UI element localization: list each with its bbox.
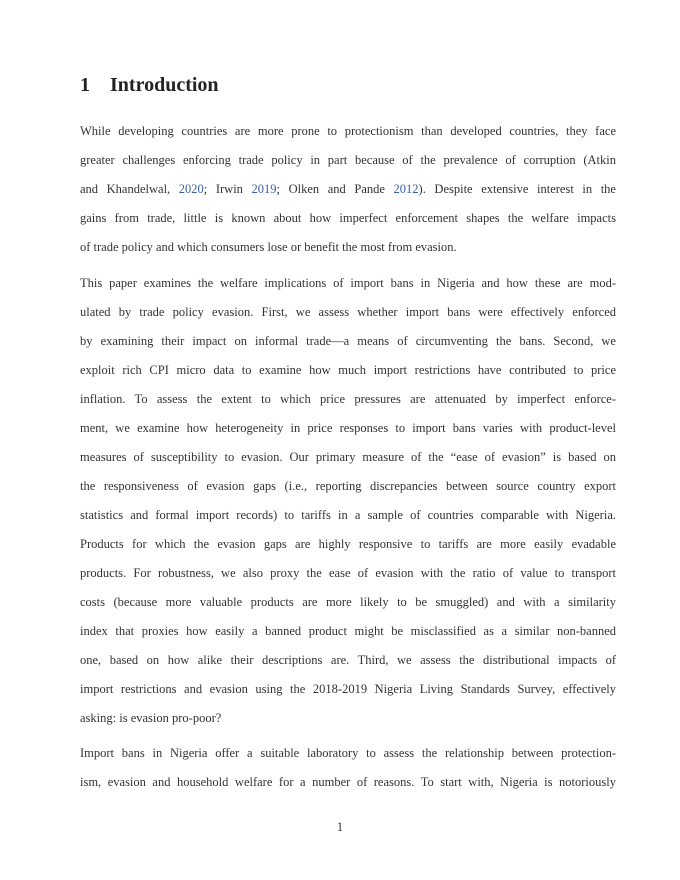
citation-link[interactable]: 2020 [178,182,204,196]
text-line: Products for which the evasion gaps are highly responsive to tariffs are more easily evadable [80,537,616,551]
text-line: This paper examines the welfare implications of import bans in Nigeria and how these are mod- [80,276,616,290]
text-line: index that proxies how easily a banned product might be misclassified as a similar non-banned [80,624,616,638]
text-line: and Khandelwal, 2020; Irwin 2019; Olken and Pande 2012). Despite extensive interest in the [80,182,616,196]
text-line: ulated by trade policy evasion. First, we assess whether import bans were effectively enforced [80,305,616,319]
text-line: costs (because more valuable products are more likely to be smuggled) and with a similarity [80,595,616,609]
text-line: greater challenges enforcing trade policy in part because of the prevalence of corruption (Atkin [80,153,616,167]
section-title: Introduction [110,74,219,96]
text-line: gains from trade, little is known about how imperfect enforcement shapes the welfare impacts [80,211,616,225]
citation-link[interactable]: 2019 [251,182,277,196]
text-line: by examining their impact on informal trade—a means of circumventing the bans. Second, we [80,334,616,348]
section-number: 1 [80,74,90,96]
text-line: statistics and formal import records) to tariffs in a sample of countries comparable with Nigeria. [80,508,616,522]
text-line: ment, we examine how heterogeneity in price responses to import bans varies with product-level [80,421,616,435]
section-heading [80,74,219,97]
text-line: exploit rich CPI micro data to examine how much import restrictions have contributed to price [80,363,616,377]
text-line: Import bans in Nigeria offer a suitable laboratory to assess the relationship between protection- [80,746,616,760]
text-line: asking: is evasion pro-poor? [80,711,222,725]
text-line: While developing countries are more prone to protectionism than developed countries, they face [80,124,616,138]
text-line: ism, evasion and household welfare for a number of reasons. To start with, Nigeria is notoriously [80,775,616,789]
text-line: one, based on how alike their descriptions are. Third, we assess the distributional impacts of [80,653,616,667]
citation-link[interactable]: 2012 [393,182,419,196]
text-line: import restrictions and evasion using the 2018-2019 Nigeria Living Standards Survey, effectively [80,682,616,696]
text-line: inflation. To assess the extent to which price pressures are attenuated by imperfect enforce- [80,392,616,406]
text-line: of trade policy and which consumers lose or benefit the most from evasion. [80,240,457,254]
text-line: products. For robustness, we also proxy the ease of evasion with the ratio of value to transport [80,566,616,580]
page-number: 1 [336,820,344,834]
paragraph-2 [80,269,616,733]
text-line: the responsiveness of evasion gaps (i.e., reporting discrepancies between source country export [80,479,616,493]
paragraph-1 [80,117,616,262]
paragraph-3 [80,739,616,797]
text-line: measures of susceptibility to evasion. Our primary measure of the “ease of evasion” is based on [80,450,616,464]
